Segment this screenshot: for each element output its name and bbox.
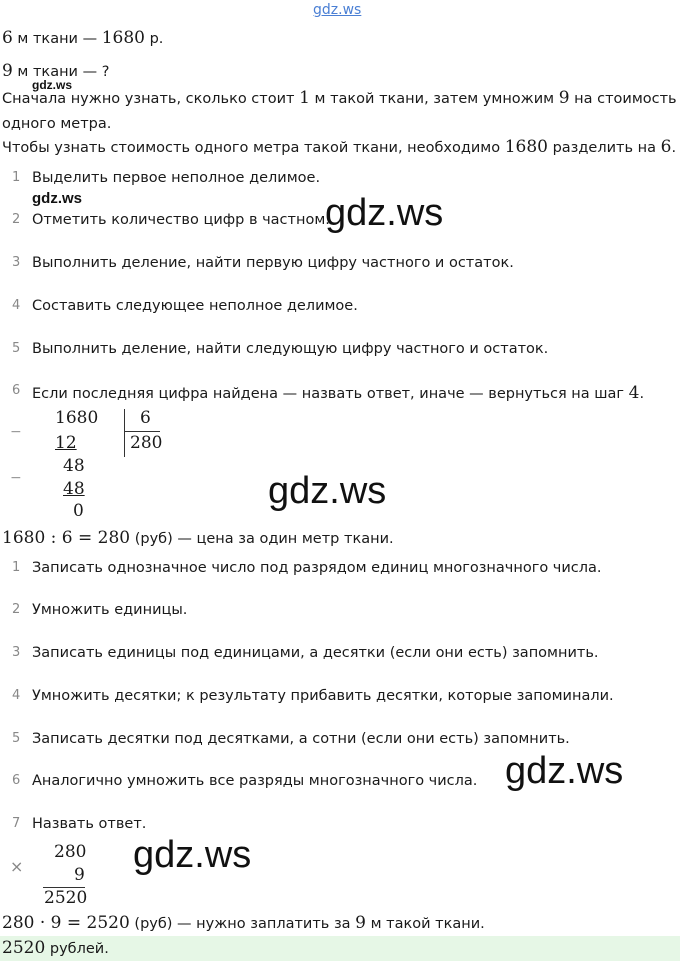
- list-item: [0, 773, 680, 793]
- minus-sign: −: [10, 470, 22, 486]
- multiplicand: 280: [54, 842, 87, 862]
- explanation-text: на стоимость: [569, 91, 677, 107]
- step-text: Назвать ответ.: [32, 816, 147, 832]
- explanation-text: Чтобы узнать стоимость одного метра такой ткани, необходимо: [2, 140, 505, 156]
- step-text: Аналогично умножить все разряды многозначного числа.: [32, 773, 478, 789]
- list-item: [0, 816, 680, 836]
- step-number: 6: [12, 773, 21, 788]
- dividend: 1680: [55, 408, 99, 428]
- explanation-paragraph-1: [2, 88, 677, 108]
- step-text: Отметить количество цифр в частном.: [32, 212, 330, 228]
- step-text: Выделить первое неполное делимое.: [32, 170, 321, 186]
- division-bracket-horizontal: [124, 431, 160, 432]
- quotient: 280: [130, 433, 163, 453]
- step-number: 4: [12, 298, 21, 313]
- explanation-number: 9: [558, 88, 570, 108]
- remainder-1: 48: [63, 456, 85, 476]
- list-item: [0, 688, 680, 708]
- watermark-small-1: gdz.ws: [32, 78, 73, 92]
- step-number: 2: [12, 212, 21, 227]
- step-number: 7: [12, 816, 21, 831]
- explanation-paragraph-1-cont: одного метра.: [2, 116, 112, 132]
- step-text: Записать однозначное число под разрядом единиц многозначного числа.: [32, 560, 602, 576]
- multiplication-expression: 280 · 9 = 2520: [2, 913, 130, 933]
- step-number: 3: [12, 255, 21, 270]
- explanation-text: м такой ткани, затем умножим: [309, 91, 559, 107]
- condition-line-1: [2, 28, 163, 48]
- explanation-number: 1: [299, 88, 310, 108]
- division-result: [2, 528, 394, 548]
- multiplication-result-text: м такой ткани.: [365, 916, 485, 932]
- step-number: 1: [12, 560, 21, 575]
- list-item: [0, 602, 680, 622]
- step-number: 6: [12, 383, 21, 398]
- watermark-big-3: gdz.ws: [505, 750, 624, 792]
- minus-sign: −: [10, 424, 22, 440]
- divisor: 6: [140, 408, 151, 428]
- step-number-inline: 4: [628, 383, 640, 403]
- division-result-text: (руб) — цена за один метр ткани.: [130, 531, 394, 547]
- condition-length-2: 9: [2, 61, 13, 81]
- step-text: Умножить десятки; к результату прибавить десятки, которые запоминали.: [32, 688, 614, 704]
- explanation-number: 6: [660, 137, 672, 157]
- condition-text-1: м ткани —: [12, 31, 102, 47]
- answer-text: рублей.: [45, 941, 109, 957]
- step-number: 3: [12, 645, 21, 660]
- answer: [2, 938, 109, 958]
- watermark-big-4: gdz.ws: [133, 834, 252, 876]
- multiplier: 9: [74, 865, 85, 885]
- list-item: [0, 560, 680, 580]
- product: 2520: [44, 888, 88, 908]
- watermark-small-2: gdz.ws: [32, 190, 83, 207]
- step-text: Составить следующее неполное делимое.: [32, 298, 358, 314]
- multiplication-result-text: (руб) — нужно заплатить за: [129, 916, 356, 932]
- explanation-text: разделить на: [547, 140, 661, 156]
- multiplication-result: [2, 913, 485, 933]
- step-number: 1: [12, 170, 21, 185]
- list-item: [0, 170, 680, 190]
- condition-text-2: м ткани — ?: [12, 64, 110, 80]
- list-item: [0, 341, 680, 361]
- step-text: [32, 383, 644, 403]
- multiplication-result-number: 9: [355, 913, 366, 933]
- step-number: 2: [12, 602, 21, 617]
- answer-number: 2520: [2, 938, 46, 958]
- list-item: [0, 298, 680, 318]
- step-number: 4: [12, 688, 21, 703]
- step-text: Выполнить деление, найти первую цифру частного и остаток.: [32, 255, 514, 271]
- explanation-text: Сначала нужно узнать, сколько стоит: [2, 91, 300, 107]
- explanation-number: 1680: [504, 137, 548, 157]
- list-item: [0, 645, 680, 665]
- step-number: 5: [12, 341, 21, 356]
- watermark-top[interactable]: gdz.ws: [313, 2, 362, 18]
- step-number: 5: [12, 731, 21, 746]
- step-text: Записать десятки под десятками, а сотни (если они есть) запомнить.: [32, 731, 570, 747]
- list-item: [0, 731, 680, 751]
- subtrahend-2: 48: [63, 479, 85, 499]
- condition-unit: р.: [144, 31, 164, 47]
- step-text: Записать единицы под единицами, а десятки (если они есть) запомнить.: [32, 645, 599, 661]
- list-item: [0, 255, 680, 275]
- condition-length-1: 6: [2, 28, 13, 48]
- division-bracket-vertical: [124, 409, 125, 457]
- step-text-part: Если последняя цифра найдена — назвать ответ, иначе — вернуться на шаг: [32, 386, 629, 402]
- watermark-big-2: gdz.ws: [268, 470, 387, 512]
- watermark-big-1: gdz.ws: [325, 192, 444, 234]
- list-item: [0, 383, 680, 403]
- step-text-end: .: [639, 386, 645, 402]
- subtrahend-1: 12: [55, 433, 77, 453]
- multiply-sign: ×: [10, 857, 24, 876]
- explanation-text: .: [671, 140, 677, 156]
- division-expression: 1680 : 6 = 280: [2, 528, 131, 548]
- step-text: Выполнить деление, найти следующую цифру частного и остаток.: [32, 341, 549, 357]
- explanation-paragraph-2: [2, 137, 676, 157]
- step-text: Умножить единицы.: [32, 602, 188, 618]
- condition-price: 1680: [101, 28, 145, 48]
- remainder-2: 0: [73, 501, 84, 521]
